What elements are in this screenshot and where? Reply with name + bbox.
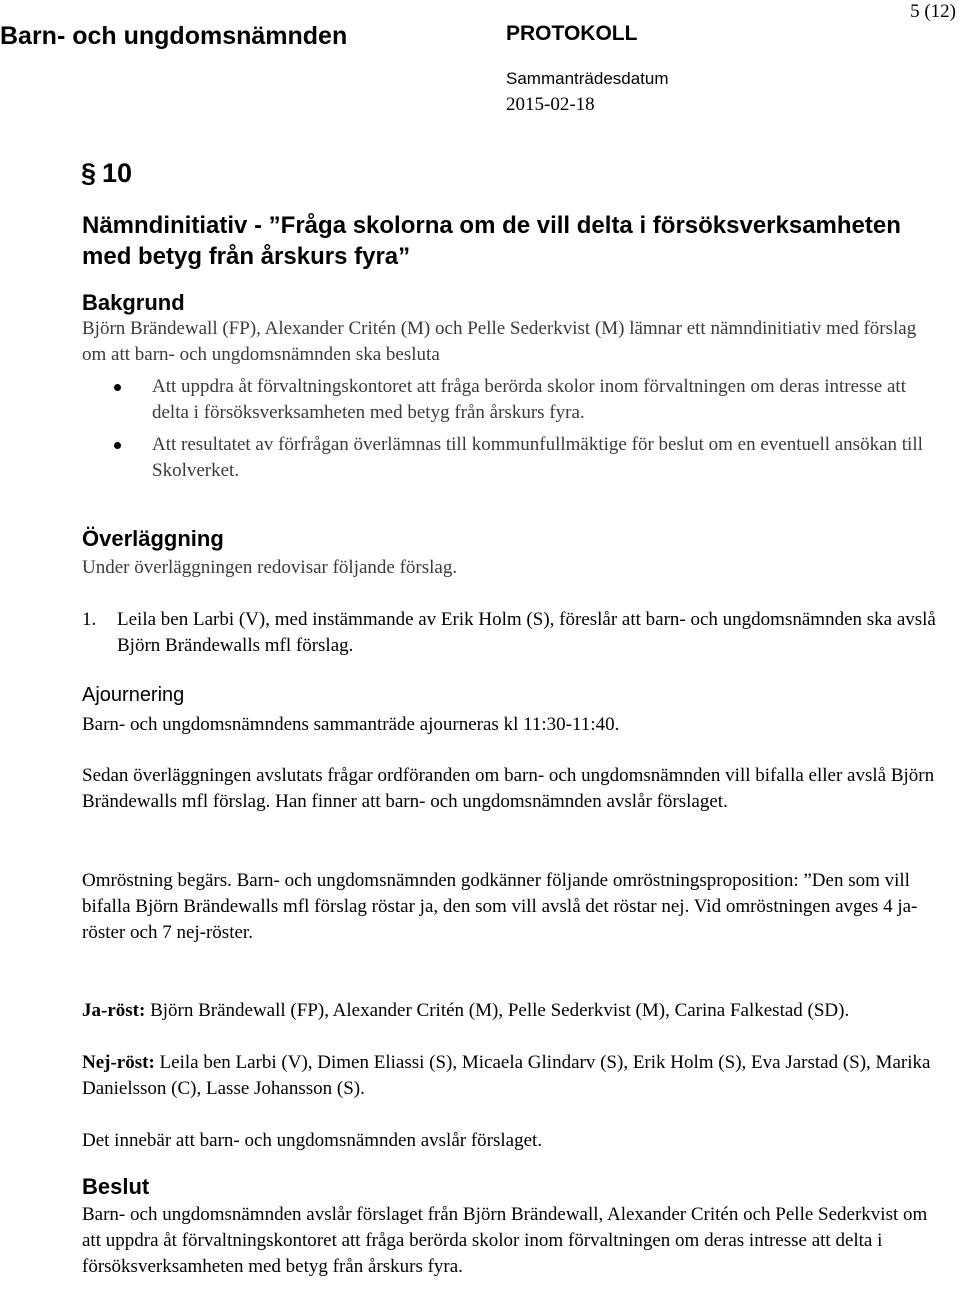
bakgrund-heading: Bakgrund (82, 290, 185, 315)
date-label: Sammanträdesdatum (506, 69, 669, 88)
section-title: Nämndinitiativ - ”Fråga skolorna om de vill delta i försöksverksamheten med betyg från årskurs fyra” (82, 212, 901, 270)
ajournering-heading: Ajournering (82, 684, 185, 706)
overlaggning-intro: Under överläggningen redovisar följande förslag. (82, 557, 458, 578)
bakgrund-intro: Björn Brändewall (FP), Alexander Critén (M) och Pelle Sederkvist (M) lämnar ett nämndinitiativ med förslag om att barn- och ungdomsnämnden ska besluta (82, 318, 917, 365)
overlaggning-heading: Överläggning (82, 526, 224, 551)
bullet-icon (114, 384, 121, 391)
proposal-text: Leila ben Larbi (V), med instämmande av Erik Holm (S), föreslår att barn- och ungdomsnämnden ska avslå Björn Brändewalls mfl förslag. (117, 609, 936, 656)
omrostning-paragraph: Omröstning begärs. Barn- och ungdomsnämnden godkänner följande omröstningsproposition: ”Den som vill bifalla Björn Brändewalls mfl förslag röstar ja, den som vill avslå det röstar nej. Vid omröstningen avges 4 ja-röster och 7 nej-röster. (82, 870, 918, 943)
proposition-paragraph: Sedan överläggningen avslutats frågar ordföranden om barn- och ungdomsnämnden vill bifalla eller avslå Björn Brändewalls mfl förslag. Han finner att barn- och ungdomsnämnden avslår förslaget. (82, 765, 935, 812)
proposal-number: 1. (82, 609, 97, 630)
conclusion: Det innebär att barn- och ungdomsnämnden avslår förslaget. (82, 1130, 543, 1151)
organization-name: Barn- och ungdomsnämnden (0, 22, 348, 50)
section-number-value: 10 (102, 158, 133, 188)
proposal-item (82, 607, 942, 659)
list-item (82, 432, 942, 484)
ajournering-text: Barn- och ungdomsnämndens sammanträde ajourneras kl 11:30-11:40. (82, 714, 620, 735)
meeting-date: 2015-02-18 (506, 94, 595, 115)
bakgrund-bullet-list (82, 374, 942, 490)
document-type: PROTOKOLL (506, 22, 638, 45)
page-number: 5 (12) (910, 1, 956, 22)
ja-votes (82, 998, 942, 1024)
ja-names: Björn Brändewall (FP), Alexander Critén (M), Pelle Sederkvist (M), Carina Falkestad (SD). (145, 1000, 850, 1021)
beslut-heading: Beslut (82, 1174, 150, 1199)
nej-names: Leila ben Larbi (V), Dimen Eliassi (S), Micaela Glindarv (S), Erik Holm (S), Eva Jarstad (S), Marika Danielsson (C), Lasse Johansson (S). (82, 1052, 931, 1099)
bullet-text: Att resultatet av förfrågan överlämnas till kommunfullmäktige för beslut om en eventuell ansökan till Skolverket. (152, 434, 923, 481)
list-item (82, 374, 942, 426)
bullet-text: Att uppdra åt förvaltningskontoret att fråga berörda skolor inom förvaltningen om deras intresse att delta i försöksverksamheten med betyg från årskurs fyra. (152, 376, 906, 423)
section-mark: § (81, 158, 97, 188)
beslut-text: Barn- och ungdomsnämnden avslår förslaget från Björn Brändewall, Alexander Critén och Pelle Sederkvist om att uppdra åt förvaltningskontoret att fråga berörda skolor inom förvaltningen om deras intresse att delta i försöksverksamheten med betyg från årskurs fyra. (82, 1204, 928, 1277)
nej-label: Nej-röst: (82, 1052, 155, 1073)
ja-label: Ja-röst: (82, 1000, 146, 1021)
bullet-icon (114, 442, 121, 449)
nej-votes (82, 1050, 942, 1102)
section-number (81, 158, 132, 189)
